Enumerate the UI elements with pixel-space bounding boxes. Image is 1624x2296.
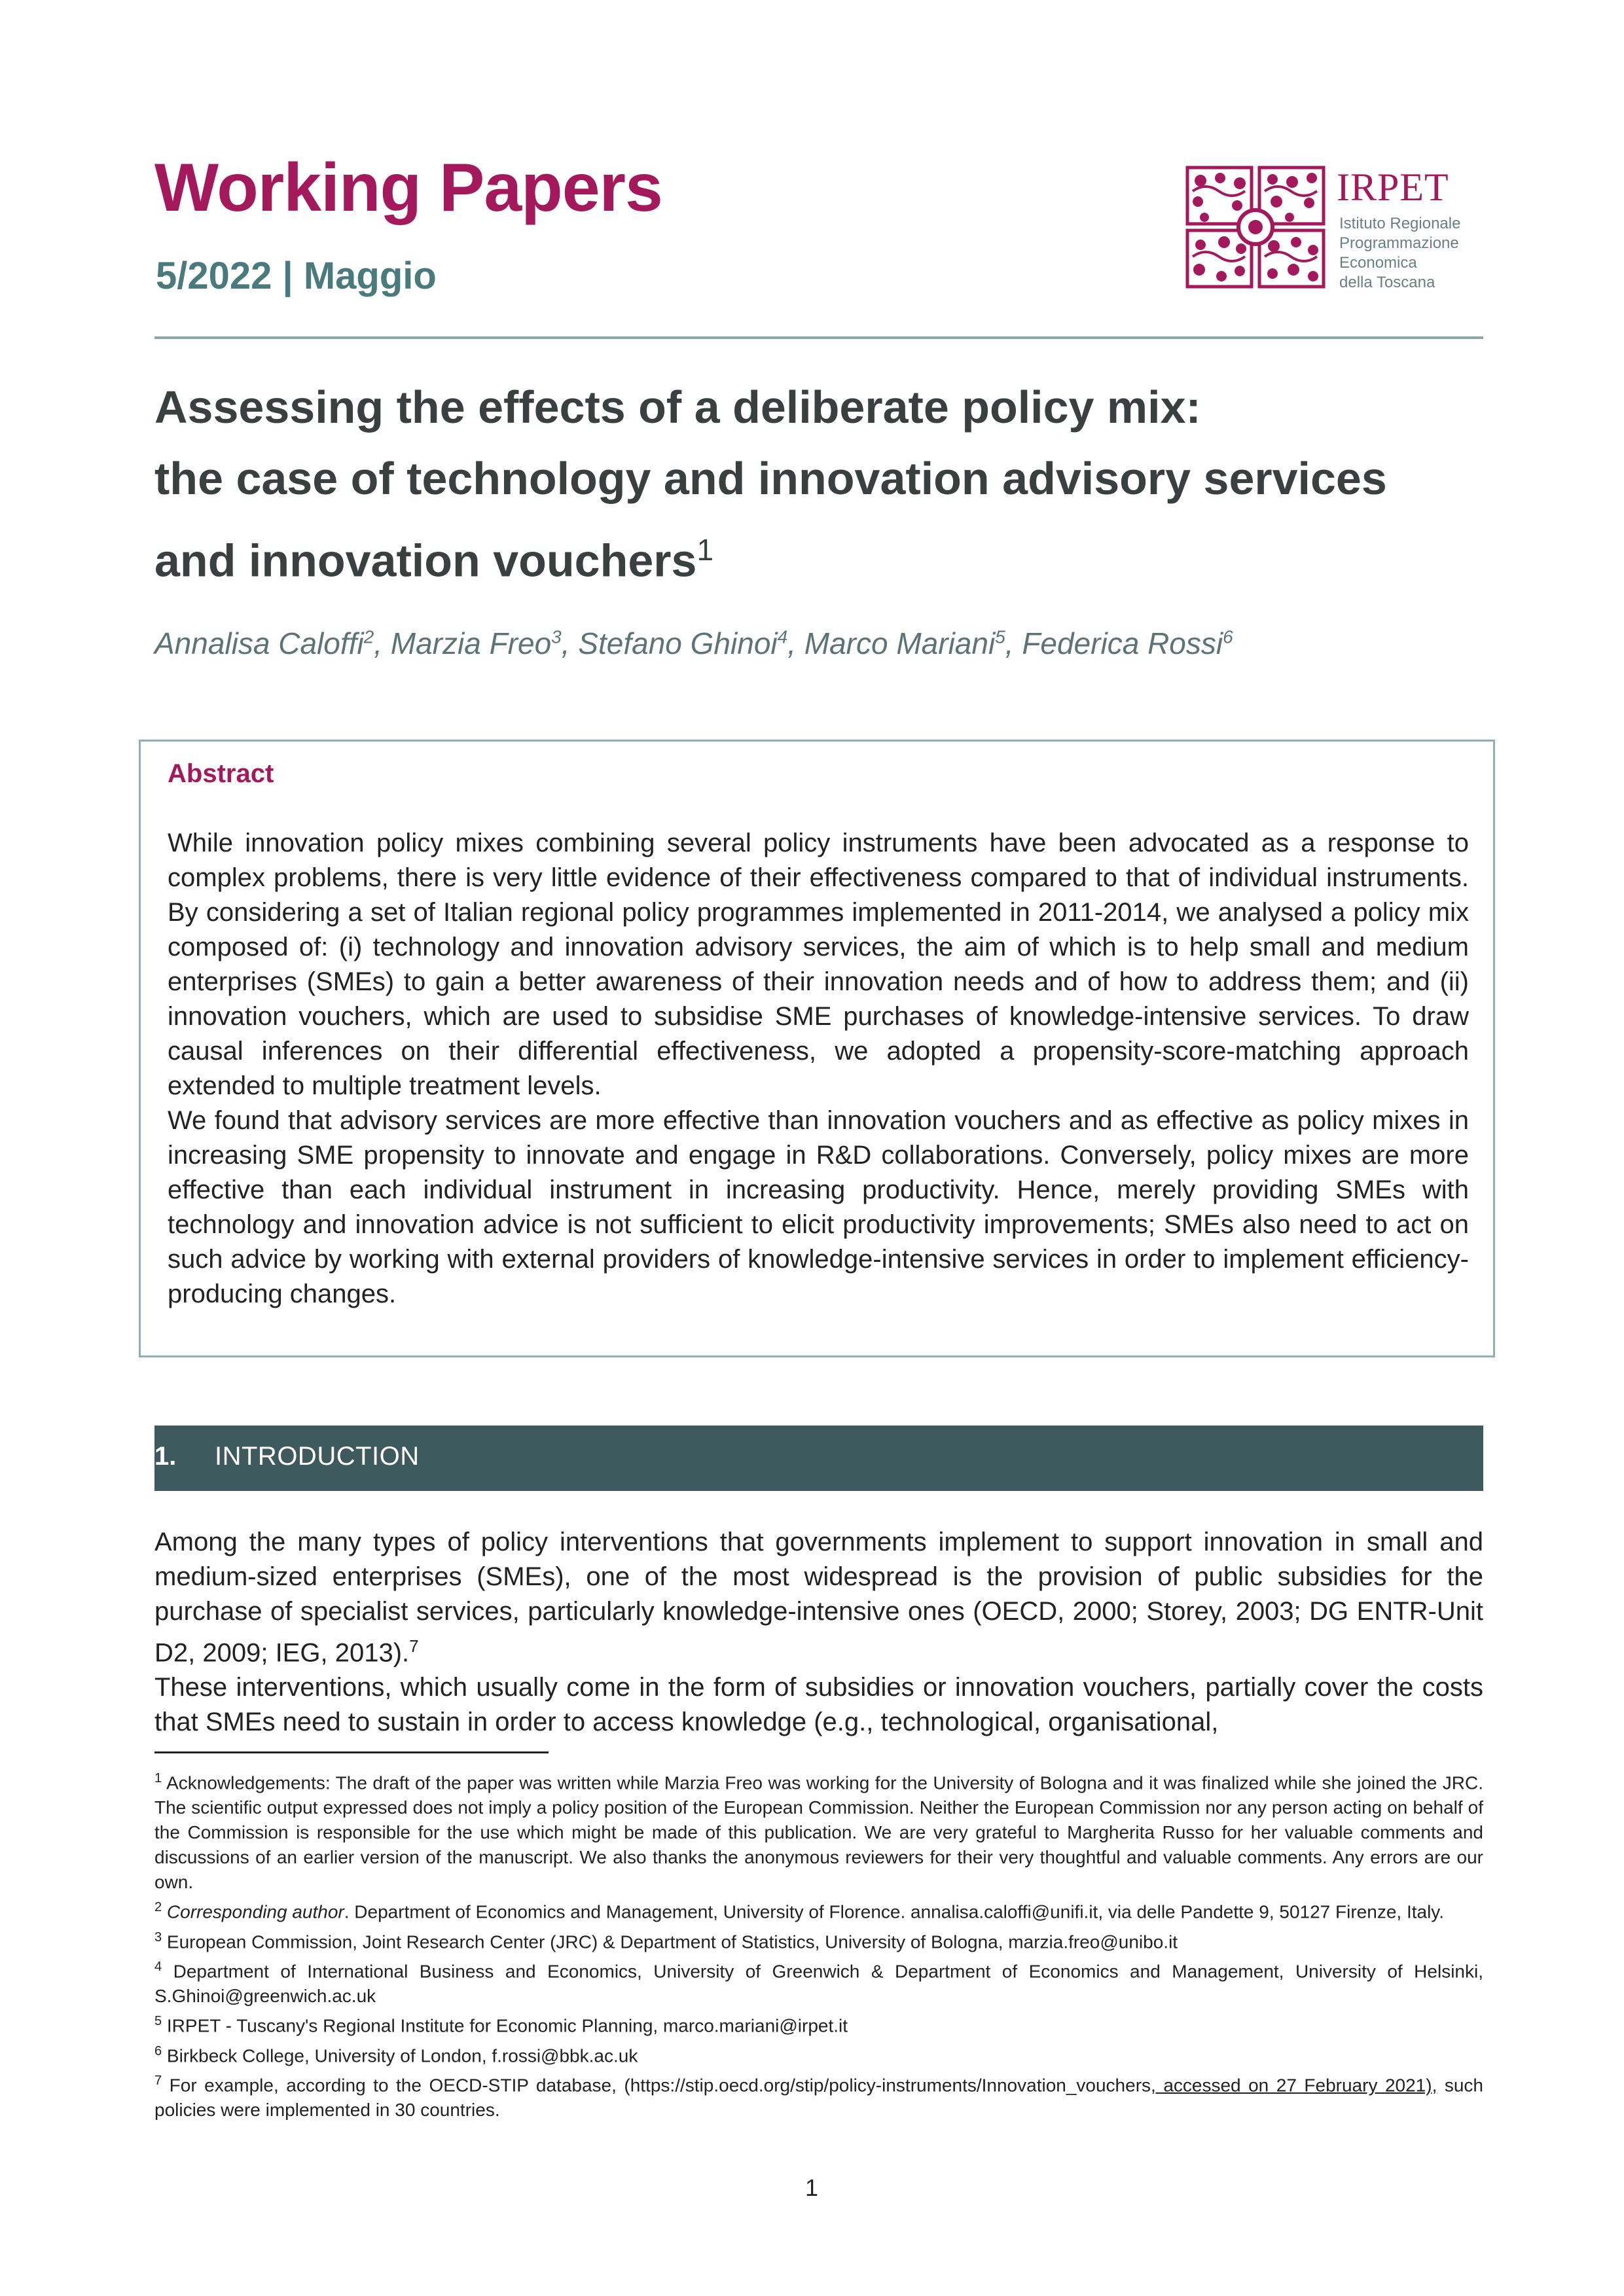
footnote-mark: 5 [154, 2014, 162, 2029]
author-mark: 3 [551, 626, 562, 647]
author-name: Federica Rossi [1022, 626, 1223, 660]
footnote-6 [154, 2039, 1483, 2068]
footnote-separator [154, 1751, 549, 1753]
logo-line-3: Economica [1339, 254, 1417, 272]
abstract-body [168, 826, 1469, 1312]
series-title: Working Papers [154, 150, 662, 226]
footnote-mark: 3 [154, 1929, 162, 1945]
footnote-text: Department of International Business and Economics, University of Greenwich & Department of Economics and Management, University of Helsinki, S.Ghinoi@greenwich.ac.uk [154, 1961, 1483, 2007]
title-line-2: the case of technology and innovation advisory services [154, 453, 1387, 504]
footnotes [154, 1766, 1483, 2123]
abstract-paragraph: While innovation policy mixes combining several policy instruments have been advocated as a response to complex problems, there is very little evidence of their effectiveness compared to that of individual instruments. By considering a set of Italian regional policy programmes implemented in 2011-2014, we analysed a policy mix composed of: (i) technology and innovation advisory services, the aim of which is to help small and medium enterprises (SMEs) to gain a better awareness of their innovation needs and of how to address them; and (ii) innovation vouchers, which are used to subsidise SME purchases of knowledge-intensive services. To draw causal inferences on their differential effectiveness, we adopted a propensity-score-matching approach extended to multiple treatment levels. [168, 829, 1469, 1100]
logo-line-1: Istituto Regionale [1339, 215, 1461, 232]
introduction-body [154, 1525, 1483, 1740]
abstract-paragraph: We found that advisory services are more effective than innovation vouchers and as effective as policy mixes in increasing SME propensity to innovate and engage in R&D collaborations. Conversely, policy mixes are more effective than each individual instrument in increasing productivity. Hence, merely providing SMEs with technology and innovation advice is not sufficient to elicit productivity improvements; SMEs also need to act on such advice by working with external providers of knowledge-intensive services in order to implement efficiency-producing changes. [168, 1106, 1469, 1308]
author-name: Annalisa Caloffi [154, 626, 364, 660]
body-footnote-mark: 7 [409, 1636, 419, 1656]
title-line-3 [154, 514, 1490, 596]
paper-title [154, 372, 1490, 596]
footnote-text: Birkbeck College, University of London, f.rossi@bbk.ac.uk [166, 2045, 638, 2066]
irpet-logo-mark-icon [1185, 165, 1329, 289]
footnote-link-text[interactable]: For example, according to the OECD-STIP database, (https://stip.oecd.org/stip/policy-instruments/Innovation_vouchers [169, 2075, 1151, 2096]
footnote-mark: 6 [154, 2043, 162, 2058]
logo-line-2: Programmazione [1339, 234, 1459, 252]
author-mark: 5 [995, 626, 1005, 647]
section-number: 1. [154, 1442, 177, 1471]
author-name: Marzia Freo [390, 626, 552, 660]
footnote-mark: 2 [154, 1900, 162, 1915]
footnote-mark: 4 [154, 1959, 162, 1974]
logo-line-4: della Toscana [1339, 274, 1435, 291]
page-number: 1 [805, 2174, 819, 2201]
irpet-logo [1185, 165, 1486, 296]
author-mark: 6 [1223, 626, 1233, 647]
footnote-4 [154, 1954, 1483, 2009]
author-list: Annalisa Caloffi$^2$, Marzia Freo$^3$, Stefano Ghinoi$^4$, Marco Mariani$^5$, Federica Rossi$^6$ [154, 626, 1233, 660]
author-mark: 4 [777, 626, 788, 647]
author-mark: 2 [363, 626, 374, 647]
footnote-mark: 7 [154, 2073, 162, 2088]
title-footnote-mark: 1 [696, 533, 714, 567]
author-name: Marco Mariani [804, 626, 996, 660]
footnote-text: European Commission, Joint Research Center (JRC) & Department of Statistics, University of Bologna, marzia.freo@unibo.it [166, 1931, 1178, 1952]
body-paragraph-2: These interventions, which usually come in the form of subsidies or innovation vouchers, partially cover the costs that SMEs need to sustain in order to access knowledge (e.g., technological, organisational, [154, 1673, 1483, 1737]
footnote-link-access[interactable]: , accessed on 27 February 2021), [1151, 2075, 1437, 2096]
footnote-1 [154, 1766, 1483, 1895]
irpet-wordmark: IRPET [1337, 166, 1449, 209]
footnote-7 [154, 2068, 1483, 2123]
footnote-3 [154, 1925, 1483, 1954]
section-title: INTRODUCTION [215, 1442, 420, 1471]
title-line-1: Assessing the effects of a deliberate policy mix: [154, 382, 1201, 433]
body-paragraph-1-text: Among the many types of policy interventions that governments implement to support innovation in small and medium-sized enterprises (SMEs), one of the most widespread is the provision of public subsidies for the purchase of specialist services, particularly knowledge-intensive ones (OECD, 2000; Storey, 2003; DG ENTR-Unit D2, 2009; IEG, 2013). [154, 1528, 1483, 1668]
issue-date: 5/2022 | Maggio [156, 255, 437, 297]
footnote-emphasis: Corresponding author [166, 1901, 344, 1922]
footnote-text: IRPET - Tuscany's Regional Institute for Economic Planning, marco.mariani@irpet.it [166, 2015, 848, 2036]
footnote-mark: 1 [154, 1771, 162, 1785]
footnote-text: . Department of Economics and Management, University of Florence. annalisa.caloffi@unifi.it, via delle Pandette 9, 50127 Firenze, Italy. [344, 1901, 1445, 1922]
abstract-heading: Abstract [168, 759, 274, 788]
author-name: Stefano Ghinoi [578, 626, 778, 660]
footnote-text: such policies were implemented in 30 countries. [154, 2075, 1484, 2121]
footnote-text: Acknowledgements: The draft of the paper was written while Marzia Freo was working for the University of Bologna and it was finalized while she joined the JRC. The scientific output expressed does not imply a policy position of the European Commission. Neither the European Commission nor any person acting on behalf of the Commission is responsible for the use which might be made of this publication. We are very grateful to Margherita Russo for her valuable comments and discussions of an earlier version of the manuscript. We also thanks the anonymous reviewers for their very thoughtful and valuable comments. Any errors are our own. [154, 1772, 1483, 1893]
footnote-2 [154, 1895, 1483, 1924]
header-divider [154, 336, 1483, 339]
title-line-3-text: and innovation vouchers [154, 535, 697, 586]
footnote-5 [154, 2009, 1483, 2038]
body-paragraph-1 [154, 1525, 1483, 1670]
